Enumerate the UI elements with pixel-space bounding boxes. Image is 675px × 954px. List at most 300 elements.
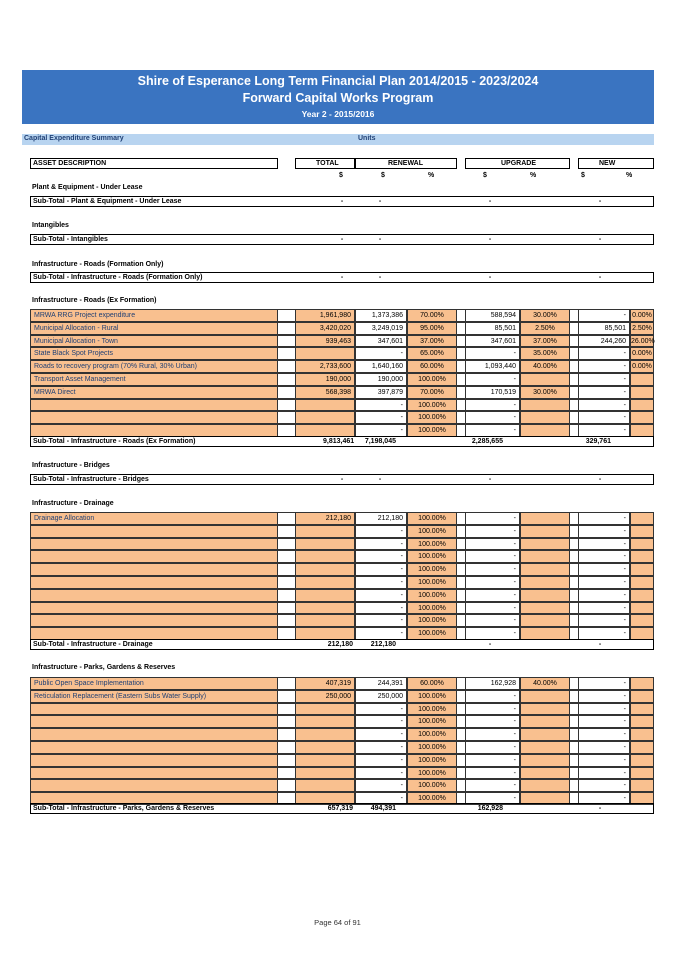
cell-new: - bbox=[578, 563, 630, 576]
cell-spacer bbox=[278, 386, 295, 399]
cell-spacer bbox=[278, 563, 295, 576]
cell-new-pct bbox=[630, 563, 654, 576]
subtotal-new: - bbox=[598, 805, 602, 812]
cell-spacer bbox=[457, 399, 465, 412]
table-row bbox=[30, 322, 654, 335]
subtotal-row bbox=[30, 639, 654, 650]
cell-renewal: - bbox=[355, 779, 407, 792]
cell-spacer bbox=[278, 550, 295, 563]
cell-spacer bbox=[457, 602, 465, 615]
report-year: Year 2 - 2015/2016 bbox=[301, 109, 375, 119]
cell-new: - bbox=[578, 538, 630, 551]
cell-renewal-pct: 100.00% bbox=[407, 538, 457, 551]
cell-upgrade: - bbox=[465, 690, 520, 703]
cell-spacer bbox=[570, 589, 578, 602]
cell-upgrade: - bbox=[465, 411, 520, 424]
cell-renewal: 3,249,019 bbox=[355, 322, 407, 335]
cell-new-pct: 0.00% bbox=[630, 360, 654, 373]
cell-upgrade: - bbox=[465, 627, 520, 640]
cell-spacer bbox=[278, 322, 295, 335]
cell-description: MRWA Direct bbox=[30, 386, 278, 399]
cell-upgrade: - bbox=[465, 792, 520, 805]
cell-spacer bbox=[278, 677, 295, 690]
cell-new: - bbox=[578, 550, 630, 563]
subtotal-upgrade: - bbox=[488, 641, 492, 648]
subtotal-upgrade: 162,928 bbox=[477, 805, 503, 812]
cell-spacer bbox=[570, 779, 578, 792]
cell-new-pct bbox=[630, 589, 654, 602]
cell-spacer bbox=[278, 767, 295, 780]
cell-renewal-pct: 100.00% bbox=[407, 703, 457, 716]
cell-new: - bbox=[578, 512, 630, 525]
cell-new-pct bbox=[630, 602, 654, 615]
cell-spacer bbox=[457, 347, 465, 360]
cell-upgrade: - bbox=[465, 614, 520, 627]
cell-total: 250,000 bbox=[295, 690, 355, 703]
table-row bbox=[30, 602, 654, 615]
cell-upgrade: - bbox=[465, 525, 520, 538]
cell-new-pct bbox=[630, 576, 654, 589]
cell-upgrade-pct: 30.00% bbox=[520, 309, 570, 322]
report-subtitle: Forward Capital Works Program bbox=[242, 91, 434, 105]
report-title: Shire of Esperance Long Term Financial Plan 2014/2015 - 2023/2024 bbox=[137, 74, 539, 88]
cell-description bbox=[30, 703, 278, 716]
section-title: Infrastructure - Roads (Formation Only) bbox=[32, 261, 164, 268]
cell-new: - bbox=[578, 589, 630, 602]
table-row bbox=[30, 690, 654, 703]
cell-new: - bbox=[578, 728, 630, 741]
cell-upgrade-pct bbox=[520, 550, 570, 563]
cell-renewal-pct: 60.00% bbox=[407, 360, 457, 373]
cell-renewal-pct: 100.00% bbox=[407, 589, 457, 602]
cell-total bbox=[295, 728, 355, 741]
cell-renewal: 1,373,386 bbox=[355, 309, 407, 322]
cell-spacer bbox=[457, 741, 465, 754]
cell-renewal-pct: 100.00% bbox=[407, 576, 457, 589]
cell-renewal-pct: 100.00% bbox=[407, 715, 457, 728]
table-row bbox=[30, 335, 654, 348]
table-row bbox=[30, 677, 654, 690]
cell-spacer bbox=[457, 550, 465, 563]
table-row bbox=[30, 563, 654, 576]
cell-description bbox=[30, 525, 278, 538]
cell-renewal-pct: 100.00% bbox=[407, 627, 457, 640]
cell-new: - bbox=[578, 602, 630, 615]
cell-renewal-pct: 100.00% bbox=[407, 411, 457, 424]
subtotal-new: - bbox=[598, 198, 602, 205]
subtotal-new: - bbox=[598, 236, 602, 243]
cell-renewal-pct: 100.00% bbox=[407, 550, 457, 563]
units-label: Units bbox=[358, 135, 376, 142]
cell-upgrade-pct bbox=[520, 576, 570, 589]
cell-renewal: - bbox=[355, 602, 407, 615]
table-row bbox=[30, 728, 654, 741]
subtotal-label: Sub-Total - Infrastructure - Bridges bbox=[33, 476, 149, 483]
subtotal-label: Sub-Total - Infrastructure - Roads (Ex Formation) bbox=[33, 438, 196, 445]
cell-renewal: - bbox=[355, 589, 407, 602]
subtotal-label: Sub-Total - Infrastructure - Parks, Gardens & Reserves bbox=[33, 805, 215, 812]
cell-new: - bbox=[578, 767, 630, 780]
cell-upgrade-pct bbox=[520, 525, 570, 538]
cell-renewal: 397,879 bbox=[355, 386, 407, 399]
table-row bbox=[30, 703, 654, 716]
cell-renewal-pct: 100.00% bbox=[407, 779, 457, 792]
cell-upgrade-pct bbox=[520, 602, 570, 615]
subtotal-row bbox=[30, 196, 654, 207]
table-row bbox=[30, 399, 654, 412]
table-row bbox=[30, 779, 654, 792]
cell-renewal-pct: 60.00% bbox=[407, 677, 457, 690]
table-row bbox=[30, 741, 654, 754]
cell-total bbox=[295, 538, 355, 551]
subtotal-renewal: - bbox=[378, 476, 382, 483]
cell-new: - bbox=[578, 525, 630, 538]
cell-spacer bbox=[570, 386, 578, 399]
cell-renewal-pct: 100.00% bbox=[407, 614, 457, 627]
cell-renewal: - bbox=[355, 399, 407, 412]
cell-new: - bbox=[578, 677, 630, 690]
cell-renewal-pct: 70.00% bbox=[407, 386, 457, 399]
cell-new: - bbox=[578, 754, 630, 767]
cell-description: Roads to recovery program (70% Rural, 30% Urban) bbox=[30, 360, 278, 373]
cell-upgrade: - bbox=[465, 741, 520, 754]
cell-spacer bbox=[570, 512, 578, 525]
unit-new: $ bbox=[581, 172, 585, 179]
subtotal-row bbox=[30, 436, 654, 447]
cell-upgrade-pct bbox=[520, 373, 570, 386]
table-row bbox=[30, 411, 654, 424]
new-header-label: NEW bbox=[599, 160, 616, 167]
subtotal-label: Sub-Total - Intangibles bbox=[33, 236, 108, 243]
subtotal-upgrade: - bbox=[488, 476, 492, 483]
cell-new-pct bbox=[630, 386, 654, 399]
cell-description bbox=[30, 589, 278, 602]
cell-spacer bbox=[457, 576, 465, 589]
cell-renewal-pct: 100.00% bbox=[407, 399, 457, 412]
cell-spacer bbox=[570, 741, 578, 754]
cell-total: 407,319 bbox=[295, 677, 355, 690]
subtotal-new: - bbox=[598, 641, 602, 648]
cell-description: Drainage Allocation bbox=[30, 512, 278, 525]
cell-description: State Black Spot Projects bbox=[30, 347, 278, 360]
cell-description bbox=[30, 728, 278, 741]
cell-upgrade: - bbox=[465, 767, 520, 780]
cell-upgrade: 1,093,440 bbox=[465, 360, 520, 373]
cell-spacer bbox=[570, 538, 578, 551]
table-row bbox=[30, 347, 654, 360]
cell-total: 1,961,980 bbox=[295, 309, 355, 322]
subtotal-total: 657,319 bbox=[327, 805, 353, 812]
cell-renewal: 250,000 bbox=[355, 690, 407, 703]
cell-spacer bbox=[278, 335, 295, 348]
cell-spacer bbox=[457, 728, 465, 741]
upgrade-header bbox=[465, 158, 570, 169]
cell-total: 212,180 bbox=[295, 512, 355, 525]
cell-total bbox=[295, 767, 355, 780]
cell-upgrade: - bbox=[465, 754, 520, 767]
cell-spacer bbox=[457, 373, 465, 386]
cell-upgrade-pct bbox=[520, 767, 570, 780]
cell-spacer bbox=[570, 550, 578, 563]
cell-renewal: - bbox=[355, 424, 407, 437]
cell-spacer bbox=[457, 754, 465, 767]
subtotal-renewal: - bbox=[378, 236, 382, 243]
cell-spacer bbox=[570, 322, 578, 335]
cell-upgrade: - bbox=[465, 538, 520, 551]
cell-new-pct bbox=[630, 525, 654, 538]
subtotal-total: - bbox=[340, 198, 344, 205]
cell-spacer bbox=[457, 677, 465, 690]
cell-total bbox=[295, 550, 355, 563]
table-row bbox=[30, 576, 654, 589]
cell-renewal: - bbox=[355, 715, 407, 728]
total-header-label: TOTAL bbox=[316, 160, 339, 167]
cell-renewal: - bbox=[355, 703, 407, 716]
cell-new: 244,260 bbox=[578, 335, 630, 348]
cell-description bbox=[30, 563, 278, 576]
cell-total bbox=[295, 754, 355, 767]
cell-new: - bbox=[578, 703, 630, 716]
cell-spacer bbox=[278, 373, 295, 386]
cell-total: 568,398 bbox=[295, 386, 355, 399]
cell-description bbox=[30, 399, 278, 412]
cell-upgrade-pct bbox=[520, 399, 570, 412]
cell-renewal: - bbox=[355, 728, 407, 741]
cell-description bbox=[30, 741, 278, 754]
subtotal-row bbox=[30, 474, 654, 485]
cell-description: MRWA RRG Project expenditure bbox=[30, 309, 278, 322]
cell-upgrade-pct: 35.00% bbox=[520, 347, 570, 360]
cell-description bbox=[30, 411, 278, 424]
section-title: Infrastructure - Roads (Ex Formation) bbox=[32, 297, 157, 304]
cell-renewal-pct: 100.00% bbox=[407, 424, 457, 437]
cell-description bbox=[30, 576, 278, 589]
cell-new-pct bbox=[630, 703, 654, 716]
cell-upgrade: 170,519 bbox=[465, 386, 520, 399]
table-row bbox=[30, 373, 654, 386]
cell-upgrade: - bbox=[465, 576, 520, 589]
subtotal-renewal: 494,391 bbox=[370, 805, 396, 812]
cell-upgrade: 162,928 bbox=[465, 677, 520, 690]
section-title: Infrastructure - Bridges bbox=[32, 462, 110, 469]
cell-total bbox=[295, 525, 355, 538]
cell-spacer bbox=[570, 525, 578, 538]
cell-spacer bbox=[278, 614, 295, 627]
table-row bbox=[30, 715, 654, 728]
cell-renewal-pct: 100.00% bbox=[407, 767, 457, 780]
cell-new-pct bbox=[630, 512, 654, 525]
cell-spacer bbox=[570, 690, 578, 703]
cell-upgrade: - bbox=[465, 424, 520, 437]
cell-spacer bbox=[570, 309, 578, 322]
section-title: Plant & Equipment - Under Lease bbox=[32, 184, 143, 191]
asset-header bbox=[30, 158, 278, 169]
cell-total: 3,420,020 bbox=[295, 322, 355, 335]
cell-spacer bbox=[278, 703, 295, 716]
cell-upgrade-pct bbox=[520, 589, 570, 602]
cell-upgrade-pct: 30.00% bbox=[520, 386, 570, 399]
cell-description bbox=[30, 538, 278, 551]
cell-spacer bbox=[457, 386, 465, 399]
cell-renewal-pct: 65.00% bbox=[407, 347, 457, 360]
table-row bbox=[30, 538, 654, 551]
report-banner bbox=[22, 70, 654, 124]
cell-description bbox=[30, 550, 278, 563]
cell-total bbox=[295, 589, 355, 602]
cell-new: - bbox=[578, 347, 630, 360]
cell-spacer bbox=[570, 399, 578, 412]
subtotal-total: 9,813,461 bbox=[323, 438, 355, 445]
unit-new-pct: % bbox=[626, 172, 633, 179]
unit-total: $ bbox=[339, 172, 343, 179]
cell-new: - bbox=[578, 411, 630, 424]
cell-upgrade: - bbox=[465, 512, 520, 525]
cell-new-pct: 0.00% bbox=[630, 309, 654, 322]
cell-total bbox=[295, 715, 355, 728]
subtotal-new: 329,761 bbox=[585, 438, 611, 445]
subtotal-renewal: - bbox=[378, 198, 382, 205]
cell-spacer bbox=[570, 335, 578, 348]
cell-spacer bbox=[278, 690, 295, 703]
cell-new: - bbox=[578, 576, 630, 589]
cell-new: - bbox=[578, 627, 630, 640]
subtotal-total: - bbox=[340, 236, 344, 243]
cell-new-pct bbox=[630, 614, 654, 627]
cell-renewal: - bbox=[355, 741, 407, 754]
table-row bbox=[30, 360, 654, 373]
unit-upgrade: $ bbox=[483, 172, 487, 179]
cell-new: - bbox=[578, 792, 630, 805]
cell-new-pct bbox=[630, 373, 654, 386]
cell-new-pct bbox=[630, 715, 654, 728]
subtotal-total: - bbox=[340, 274, 344, 281]
cell-spacer bbox=[570, 728, 578, 741]
cell-new-pct bbox=[630, 754, 654, 767]
cell-total bbox=[295, 411, 355, 424]
cell-spacer bbox=[278, 309, 295, 322]
cell-upgrade: - bbox=[465, 602, 520, 615]
cell-upgrade-pct: 37.00% bbox=[520, 335, 570, 348]
cell-renewal-pct: 100.00% bbox=[407, 512, 457, 525]
unit-renewal-pct: % bbox=[428, 172, 435, 179]
cell-renewal-pct: 100.00% bbox=[407, 602, 457, 615]
cell-new-pct bbox=[630, 411, 654, 424]
cell-spacer bbox=[278, 525, 295, 538]
cell-renewal: 212,180 bbox=[355, 512, 407, 525]
cell-new: - bbox=[578, 741, 630, 754]
cell-spacer bbox=[278, 728, 295, 741]
cell-spacer bbox=[278, 741, 295, 754]
cell-renewal-pct: 95.00% bbox=[407, 322, 457, 335]
cell-new-pct bbox=[630, 538, 654, 551]
cell-total: 939,463 bbox=[295, 335, 355, 348]
cell-renewal: - bbox=[355, 792, 407, 805]
cell-renewal: 1,640,160 bbox=[355, 360, 407, 373]
cell-spacer bbox=[278, 602, 295, 615]
cell-upgrade-pct bbox=[520, 411, 570, 424]
cell-upgrade-pct: 2.50% bbox=[520, 322, 570, 335]
upgrade-header-label: UPGRADE bbox=[501, 160, 537, 167]
summary-bar bbox=[22, 134, 654, 145]
cell-spacer bbox=[457, 335, 465, 348]
cell-upgrade: 588,594 bbox=[465, 309, 520, 322]
cell-upgrade: - bbox=[465, 728, 520, 741]
cell-total bbox=[295, 399, 355, 412]
subtotal-renewal: 212,180 bbox=[370, 641, 396, 648]
cell-new-pct: 26.00% bbox=[630, 335, 654, 348]
cell-new-pct bbox=[630, 779, 654, 792]
cell-upgrade-pct bbox=[520, 728, 570, 741]
cell-new-pct: 2.50% bbox=[630, 322, 654, 335]
cell-upgrade: - bbox=[465, 563, 520, 576]
cell-spacer bbox=[570, 411, 578, 424]
cell-spacer bbox=[570, 373, 578, 386]
unit-upgrade-pct: % bbox=[530, 172, 537, 179]
cell-description bbox=[30, 602, 278, 615]
subtotal-label: Sub-Total - Plant & Equipment - Under Lease bbox=[33, 198, 182, 205]
cell-total bbox=[295, 703, 355, 716]
cell-spacer bbox=[278, 360, 295, 373]
cell-description: Public Open Space Implementation bbox=[30, 677, 278, 690]
table-row bbox=[30, 512, 654, 525]
cell-renewal-pct: 70.00% bbox=[407, 309, 457, 322]
cell-description bbox=[30, 779, 278, 792]
cell-renewal-pct: 100.00% bbox=[407, 792, 457, 805]
cell-renewal: - bbox=[355, 576, 407, 589]
cell-renewal: 347,601 bbox=[355, 335, 407, 348]
cell-description bbox=[30, 715, 278, 728]
section-title: Intangibles bbox=[32, 222, 69, 229]
subtotal-row bbox=[30, 272, 654, 283]
cell-renewal: 190,000 bbox=[355, 373, 407, 386]
new-header bbox=[578, 158, 654, 169]
cell-upgrade: - bbox=[465, 589, 520, 602]
cell-new-pct bbox=[630, 690, 654, 703]
cell-new: - bbox=[578, 614, 630, 627]
subtotal-upgrade: - bbox=[488, 236, 492, 243]
cell-spacer bbox=[570, 614, 578, 627]
unit-renewal: $ bbox=[381, 172, 385, 179]
subtotal-total: 212,180 bbox=[327, 641, 353, 648]
cell-spacer bbox=[570, 563, 578, 576]
cell-spacer bbox=[278, 347, 295, 360]
cell-spacer bbox=[457, 690, 465, 703]
summary-label: Capital Expenditure Summary bbox=[24, 135, 124, 142]
cell-renewal-pct: 100.00% bbox=[407, 525, 457, 538]
asset-header-label: ASSET DESCRIPTION bbox=[33, 160, 107, 167]
cell-renewal: - bbox=[355, 538, 407, 551]
cell-upgrade: - bbox=[465, 715, 520, 728]
cell-spacer bbox=[570, 602, 578, 615]
subtotal-total: - bbox=[340, 476, 344, 483]
cell-spacer bbox=[278, 589, 295, 602]
cell-renewal: - bbox=[355, 754, 407, 767]
subtotal-label: Sub-Total - Infrastructure - Drainage bbox=[33, 641, 153, 648]
cell-spacer bbox=[457, 411, 465, 424]
cell-spacer bbox=[278, 754, 295, 767]
cell-new: - bbox=[578, 309, 630, 322]
cell-new-pct bbox=[630, 728, 654, 741]
cell-upgrade-pct bbox=[520, 715, 570, 728]
cell-renewal: 244,391 bbox=[355, 677, 407, 690]
cell-description bbox=[30, 614, 278, 627]
cell-upgrade-pct bbox=[520, 741, 570, 754]
cell-total bbox=[295, 347, 355, 360]
cell-spacer bbox=[457, 589, 465, 602]
page-number: Page 64 of 91 bbox=[314, 918, 361, 927]
cell-upgrade: - bbox=[465, 399, 520, 412]
cell-upgrade-pct bbox=[520, 512, 570, 525]
